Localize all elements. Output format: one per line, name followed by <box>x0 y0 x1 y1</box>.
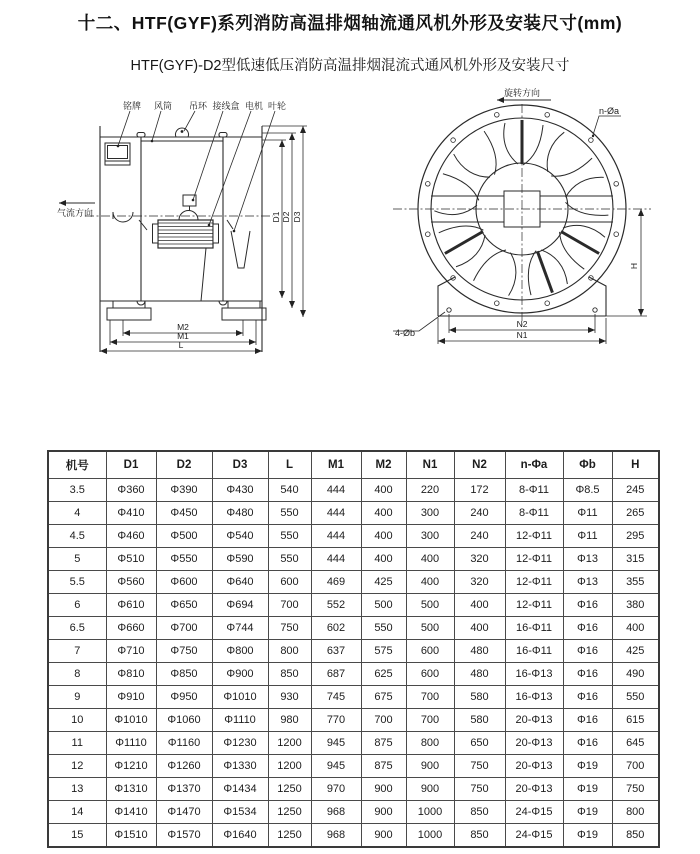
table-cell: 850 <box>612 824 659 847</box>
table-cell: 300 <box>406 525 454 548</box>
table-cell: 400 <box>406 571 454 594</box>
table-cell: 14 <box>48 801 106 824</box>
table-cell: 400 <box>406 548 454 571</box>
table-cell: 8 <box>48 663 106 686</box>
table-cell: 700 <box>406 686 454 709</box>
spec-table-body <box>48 479 659 847</box>
column-header: N2 <box>454 451 505 479</box>
dim-l: L <box>178 340 184 350</box>
table-cell: Φ1210 <box>106 755 156 778</box>
table-cell: 945 <box>311 755 361 778</box>
table-cell: Φ410 <box>106 502 156 525</box>
label-duct: 风筒 <box>153 101 173 111</box>
table-row <box>48 686 659 709</box>
table-cell: 13 <box>48 778 106 801</box>
table-cell: 675 <box>361 686 406 709</box>
spec-table-container <box>47 450 659 846</box>
table-cell: 5 <box>48 548 106 571</box>
table-cell: 6 <box>48 594 106 617</box>
table-cell: 580 <box>454 709 505 732</box>
table-cell: Φ13 <box>563 548 612 571</box>
table-cell: 400 <box>361 548 406 571</box>
table-cell: 900 <box>406 755 454 778</box>
table-cell: 490 <box>612 663 659 686</box>
table-cell: 400 <box>361 479 406 502</box>
table-cell: 1250 <box>268 824 311 847</box>
table-cell: Φ16 <box>563 594 612 617</box>
table-cell: 637 <box>311 640 361 663</box>
table-cell: 172 <box>454 479 505 502</box>
table-cell: 444 <box>311 479 361 502</box>
table-cell: Φ11 <box>563 502 612 525</box>
airflow-direction <box>57 203 95 218</box>
table-cell: 16-Φ13 <box>505 663 563 686</box>
table-cell: 687 <box>311 663 361 686</box>
table-row <box>48 548 659 571</box>
table-cell: 900 <box>406 778 454 801</box>
column-header: L <box>268 451 311 479</box>
table-cell: 300 <box>406 502 454 525</box>
table-cell: 24-Φ15 <box>505 824 563 847</box>
table-cell: 380 <box>612 594 659 617</box>
dim-d3: D3 <box>292 211 302 223</box>
table-cell: 602 <box>311 617 361 640</box>
table-cell: Φ500 <box>156 525 212 548</box>
column-header: n-Φa <box>505 451 563 479</box>
table-cell: 800 <box>612 801 659 824</box>
table-row <box>48 709 659 732</box>
table-cell: Φ1570 <box>156 824 212 847</box>
table-cell: 16-Φ13 <box>505 686 563 709</box>
table-cell: 400 <box>454 617 505 640</box>
table-cell: Φ19 <box>563 755 612 778</box>
table-cell: 500 <box>361 594 406 617</box>
table-cell: 220 <box>406 479 454 502</box>
table-cell: 12-Φ11 <box>505 525 563 548</box>
table-cell: 615 <box>612 709 659 732</box>
table-cell: 875 <box>361 732 406 755</box>
table-cell: Φ8.5 <box>563 479 612 502</box>
motor <box>153 220 219 301</box>
table-cell: 645 <box>612 732 659 755</box>
table-cell: 550 <box>361 617 406 640</box>
dim-d2: D2 <box>281 211 291 223</box>
table-cell: Φ800 <box>212 640 268 663</box>
table-cell: Φ1410 <box>106 801 156 824</box>
flange-holes-callout <box>592 106 621 137</box>
table-cell: 550 <box>612 686 659 709</box>
table-cell: 575 <box>361 640 406 663</box>
table-cell: 750 <box>612 778 659 801</box>
table-cell: 552 <box>311 594 361 617</box>
spec-table-head <box>48 451 659 479</box>
table-cell: 770 <box>311 709 361 732</box>
table-cell: 750 <box>454 778 505 801</box>
table-cell: Φ1310 <box>106 778 156 801</box>
table-cell: Φ13 <box>563 571 612 594</box>
table-cell: 900 <box>361 778 406 801</box>
page-subtitle: HTF(GYF)-D2型低速低压消防高温排烟混流式通风机外形及安装尺寸 <box>130 58 570 74</box>
table-cell: 900 <box>361 824 406 847</box>
table-cell: 12 <box>48 755 106 778</box>
table-cell: Φ360 <box>106 479 156 502</box>
table-cell: 550 <box>268 525 311 548</box>
table-cell: Φ1230 <box>212 732 268 755</box>
table-cell: 8-Φ11 <box>505 479 563 502</box>
table-cell: Φ1330 <box>212 755 268 778</box>
table-cell: 745 <box>311 686 361 709</box>
table-cell: Φ390 <box>156 479 212 502</box>
table-cell: 12-Φ11 <box>505 571 563 594</box>
lifting-ring <box>173 128 191 137</box>
table-row <box>48 663 659 686</box>
table-cell: 650 <box>454 732 505 755</box>
table-cell: 540 <box>268 479 311 502</box>
label-impeller: 叶轮 <box>267 101 287 111</box>
table-cell: 11 <box>48 732 106 755</box>
table-cell: Φ744 <box>212 617 268 640</box>
table-cell: Φ1110 <box>106 732 156 755</box>
table-cell: Φ16 <box>563 686 612 709</box>
table-cell: 4.5 <box>48 525 106 548</box>
table-cell: 4 <box>48 502 106 525</box>
part-labels <box>117 100 286 232</box>
table-cell: 968 <box>311 824 361 847</box>
table-cell: 970 <box>311 778 361 801</box>
table-cell: Φ1434 <box>212 778 268 801</box>
table-cell: 9 <box>48 686 106 709</box>
rotation-direction <box>497 87 551 100</box>
table-cell: Φ19 <box>563 778 612 801</box>
table-cell: 600 <box>406 663 454 686</box>
table-cell: Φ1010 <box>106 709 156 732</box>
table-cell: 1000 <box>406 824 454 847</box>
table-row <box>48 755 659 778</box>
table-row <box>48 801 659 824</box>
table-cell: 400 <box>612 617 659 640</box>
table-cell: Φ430 <box>212 479 268 502</box>
rotation-label: 旋转方向 <box>503 88 541 98</box>
fan-side-view-drawing <box>35 86 375 376</box>
table-cell: 1250 <box>268 778 311 801</box>
table-row <box>48 571 659 594</box>
table-cell: Φ1060 <box>156 709 212 732</box>
table-cell: Φ11 <box>563 525 612 548</box>
table-header-row <box>48 451 659 479</box>
table-cell: Φ910 <box>106 686 156 709</box>
table-cell: 800 <box>268 640 311 663</box>
table-cell: 265 <box>612 502 659 525</box>
mounting-feet <box>107 301 266 320</box>
table-cell: Φ1640 <box>212 824 268 847</box>
table-cell: Φ1160 <box>156 732 212 755</box>
table-cell: Φ750 <box>156 640 212 663</box>
table-cell: 444 <box>311 548 361 571</box>
table-cell: 444 <box>311 525 361 548</box>
table-row <box>48 824 659 847</box>
table-cell: 10 <box>48 709 106 732</box>
table-cell: Φ16 <box>563 709 612 732</box>
table-cell: 930 <box>268 686 311 709</box>
table-cell: Φ700 <box>156 617 212 640</box>
table-cell: 20-Φ13 <box>505 709 563 732</box>
table-cell: Φ1370 <box>156 778 212 801</box>
table-cell: Φ16 <box>563 640 612 663</box>
table-cell: Φ640 <box>212 571 268 594</box>
column-header: H <box>612 451 659 479</box>
table-row <box>48 617 659 640</box>
label-motor: 电机 <box>244 101 264 111</box>
table-cell: 850 <box>454 824 505 847</box>
column-header: D1 <box>106 451 156 479</box>
table-cell: 15 <box>48 824 106 847</box>
dim-h: H <box>629 262 639 270</box>
table-cell: 480 <box>454 640 505 663</box>
label-junction-box: 接线盒 <box>212 101 240 111</box>
table-cell: 600 <box>268 571 311 594</box>
table-cell: 5.5 <box>48 571 106 594</box>
column-header: Φb <box>563 451 612 479</box>
table-cell: 1200 <box>268 732 311 755</box>
table-cell: 945 <box>311 732 361 755</box>
column-header: 机号 <box>48 451 106 479</box>
table-cell: 24-Φ15 <box>505 801 563 824</box>
table-cell: 968 <box>311 801 361 824</box>
dim-d1: D1 <box>271 211 281 223</box>
table-cell: 320 <box>454 571 505 594</box>
table-cell: 12-Φ11 <box>505 548 563 571</box>
column-header: N1 <box>406 451 454 479</box>
table-cell: Φ900 <box>212 663 268 686</box>
table-cell: 469 <box>311 571 361 594</box>
table-cell: 7 <box>48 640 106 663</box>
table-cell: Φ550 <box>156 548 212 571</box>
table-cell: 240 <box>454 502 505 525</box>
table-cell: Φ610 <box>106 594 156 617</box>
table-cell: Φ19 <box>563 824 612 847</box>
table-cell: 480 <box>454 663 505 686</box>
base-holes-callout <box>393 312 445 338</box>
table-cell: 20-Φ13 <box>505 778 563 801</box>
table-cell: Φ650 <box>156 594 212 617</box>
table-cell: 550 <box>268 548 311 571</box>
column-header: D3 <box>212 451 268 479</box>
column-header: D2 <box>156 451 212 479</box>
table-cell: 900 <box>361 801 406 824</box>
table-cell: 245 <box>612 479 659 502</box>
table-cell: 750 <box>268 617 311 640</box>
table-cell: Φ1470 <box>156 801 212 824</box>
table-cell: 1200 <box>268 755 311 778</box>
table-cell: Φ19 <box>563 801 612 824</box>
table-cell: Φ600 <box>156 571 212 594</box>
table-row <box>48 732 659 755</box>
table-cell: 400 <box>454 594 505 617</box>
table-cell: 800 <box>406 732 454 755</box>
dim-m1: M1 <box>177 331 189 341</box>
airflow-label: 气流方向 <box>56 208 94 218</box>
table-cell: 1250 <box>268 801 311 824</box>
table-cell: 355 <box>612 571 659 594</box>
table-cell: Φ540 <box>212 525 268 548</box>
table-cell: 12-Φ11 <box>505 594 563 617</box>
table-cell: 980 <box>268 709 311 732</box>
table-cell: Φ1010 <box>212 686 268 709</box>
table-cell: 1000 <box>406 801 454 824</box>
table-cell: 444 <box>311 502 361 525</box>
table-cell: 400 <box>361 525 406 548</box>
table-cell: Φ450 <box>156 502 212 525</box>
table-row <box>48 594 659 617</box>
table-cell: 700 <box>268 594 311 617</box>
table-cell: 320 <box>454 548 505 571</box>
flange-holes-label: n-Øa <box>598 106 620 116</box>
table-cell: 875 <box>361 755 406 778</box>
dim-n2: N2 <box>516 319 528 329</box>
fan-front-view-drawing <box>385 83 700 375</box>
table-cell: Φ810 <box>106 663 156 686</box>
label-nameplate: 铭牌 <box>122 101 142 111</box>
table-cell: Φ694 <box>212 594 268 617</box>
table-cell: 400 <box>361 502 406 525</box>
column-header: M2 <box>361 451 406 479</box>
table-cell: 425 <box>612 640 659 663</box>
table-cell: 580 <box>454 686 505 709</box>
table-cell: 425 <box>361 571 406 594</box>
table-cell: 500 <box>406 594 454 617</box>
table-cell: Φ660 <box>106 617 156 640</box>
table-cell: Φ1110 <box>212 709 268 732</box>
table-cell: Φ590 <box>212 548 268 571</box>
dim-m2: M2 <box>177 322 189 332</box>
page-title: 十二、HTF(GYF)系列消防高温排烟轴流通风机外形及安装尺寸(mm) <box>77 13 623 33</box>
table-cell: 625 <box>361 663 406 686</box>
table-cell: Φ1534 <box>212 801 268 824</box>
table-cell: 700 <box>406 709 454 732</box>
table-cell: 16-Φ11 <box>505 617 563 640</box>
table-cell: 16-Φ11 <box>505 640 563 663</box>
table-cell: 8-Φ11 <box>505 502 563 525</box>
table-cell: Φ16 <box>563 663 612 686</box>
table-cell: Φ1260 <box>156 755 212 778</box>
table-cell: Φ16 <box>563 617 612 640</box>
table-cell: 500 <box>406 617 454 640</box>
table-cell: 295 <box>612 525 659 548</box>
table-row <box>48 525 659 548</box>
column-header: M1 <box>311 451 361 479</box>
table-cell: Φ480 <box>212 502 268 525</box>
table-cell: 20-Φ13 <box>505 732 563 755</box>
table-cell: Φ950 <box>156 686 212 709</box>
table-cell: 850 <box>268 663 311 686</box>
table-cell: Φ460 <box>106 525 156 548</box>
table-row <box>48 640 659 663</box>
label-lifting-ring: 吊环 <box>188 101 208 111</box>
height-dimension <box>606 209 647 316</box>
table-cell: Φ850 <box>156 663 212 686</box>
table-cell: 550 <box>268 502 311 525</box>
table-cell: 20-Φ13 <box>505 755 563 778</box>
dim-n1: N1 <box>516 330 528 340</box>
table-cell: Φ560 <box>106 571 156 594</box>
table-cell: 315 <box>612 548 659 571</box>
table-cell: Φ16 <box>563 732 612 755</box>
table-cell: 6.5 <box>48 617 106 640</box>
table-cell: Φ510 <box>106 548 156 571</box>
table-cell: Φ710 <box>106 640 156 663</box>
table-row <box>48 479 659 502</box>
table-cell: 750 <box>454 755 505 778</box>
base-holes-label: 4-Øb <box>394 328 416 338</box>
table-cell: 240 <box>454 525 505 548</box>
spec-table <box>47 450 660 848</box>
table-row <box>48 778 659 801</box>
table-cell: 600 <box>406 640 454 663</box>
table-cell: 700 <box>612 755 659 778</box>
table-cell: 700 <box>361 709 406 732</box>
table-cell: 850 <box>454 801 505 824</box>
table-row <box>48 502 659 525</box>
table-cell: Φ1510 <box>106 824 156 847</box>
table-cell: 3.5 <box>48 479 106 502</box>
